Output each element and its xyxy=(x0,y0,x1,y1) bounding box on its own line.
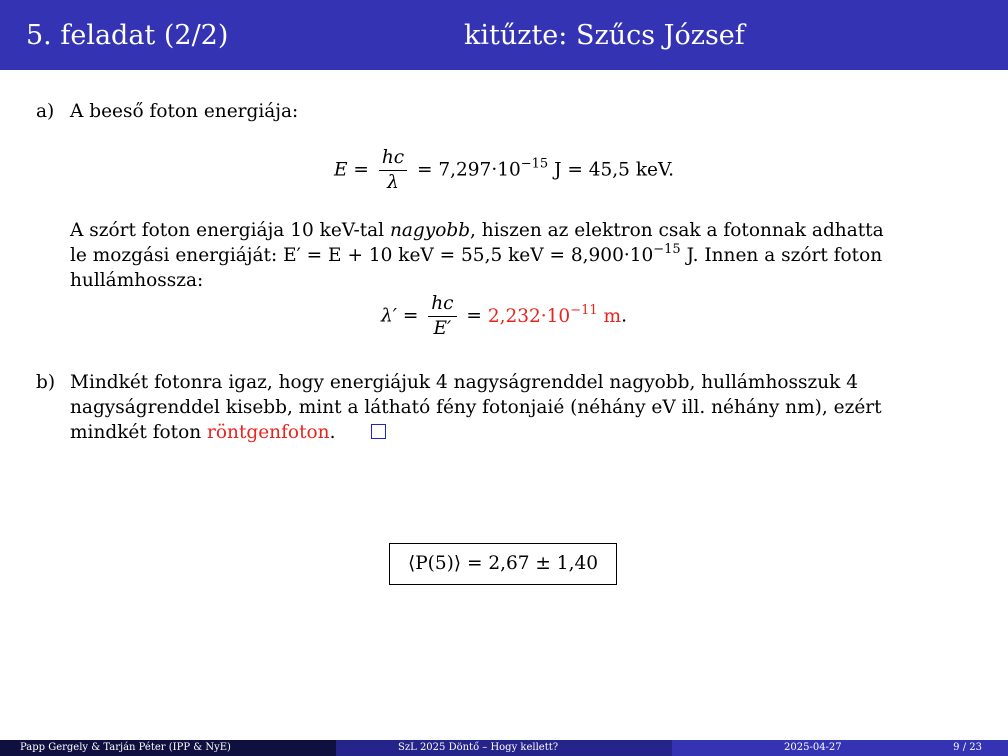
qed-square-icon xyxy=(371,424,386,439)
part-b-paragraph xyxy=(70,370,982,445)
part-b-line-3: mindkét foton röntgenfoton. xyxy=(70,420,982,445)
slide-author: kitűzte: Szűcs József xyxy=(464,20,745,51)
wavelength-result: $2,232\cdot 10^{-11}$ m xyxy=(487,302,622,327)
footer-authors-panel xyxy=(0,740,336,756)
footer-authors: Papp Gergely & Tarján Péter (IPP & NyE) xyxy=(20,742,231,753)
footer-event-panel xyxy=(336,740,672,756)
part-a-intro: A beeső foton energiája: xyxy=(70,101,299,122)
paragraph-line-1: A szórt foton energiája 10 keV-tal nagyobb, hiszen az elektron csak a fotonnak adhatta xyxy=(70,220,884,241)
part-a-label: a) xyxy=(36,101,55,122)
footer-date-panel xyxy=(672,740,1008,756)
footer-event: SzL 2025 Döntő – Hogy kellett? xyxy=(398,742,559,753)
slide-title: 5. feladat (2/2) xyxy=(26,20,229,51)
part-b-line-2: nagyságrenddel kisebb, mint a látható fény fotonjaié (néhány eV ill. néhány nm), ezért xyxy=(70,397,882,418)
part-b-label: b) xyxy=(36,372,56,393)
equation-energy: E = $\frac{hc}{\lambda}$ = $7,297\cdot 10^{-15}$ J = 45,5 keV. xyxy=(334,147,674,193)
fraction-hc-eprime: $\frac{hc}{E'}$ xyxy=(428,292,456,341)
equation-wavelength: λ′ = $\frac{hc}{E'}$ = $2,232\cdot 10^{-11}$ m. xyxy=(381,293,627,339)
footer-page-number: 9 / 23 xyxy=(953,742,982,753)
part-b-line-1: Mindkét fotonra igaz, hogy energiájuk 4 nagyságrenddel nagyobb, hullámhosszuk 4 xyxy=(70,372,859,393)
footer-date: 2025-04-27 xyxy=(784,742,842,753)
fraction-hc-lambda: $\frac{hc}{\lambda}$ xyxy=(379,146,407,195)
slide-header xyxy=(0,0,1008,70)
score-box: ⟨P(5)⟩ = 2,67 ± 1,40 xyxy=(389,543,617,585)
slide-footer xyxy=(0,740,1008,756)
paragraph-line-3: hullámhossza: xyxy=(70,270,204,291)
highlight-xray: röntgenfoton xyxy=(207,422,330,443)
part-a-paragraph xyxy=(70,218,982,293)
paragraph-line-2: le mozgási energiáját: E′ = E + 10 keV = 55,5 keV = $8,900\cdot 10^{-15}$ J. Innen a szórt foton xyxy=(70,242,883,266)
